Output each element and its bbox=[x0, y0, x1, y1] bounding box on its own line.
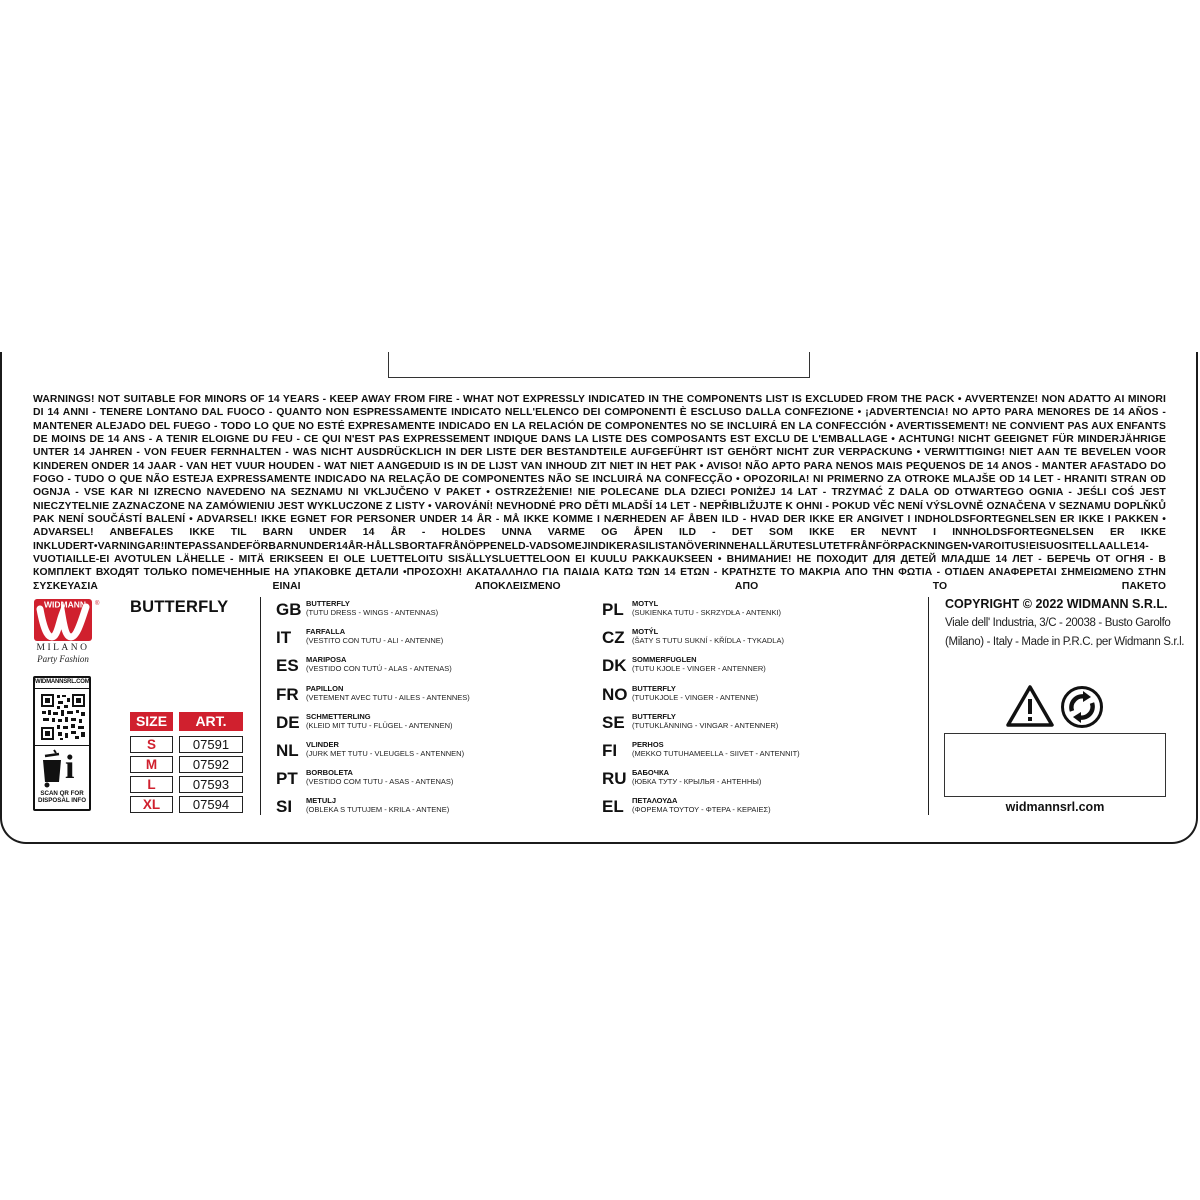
art-cell: 07592 bbox=[179, 756, 243, 773]
language-code: IT bbox=[276, 628, 292, 647]
product-desc-translated: (VETEMENT AVEC TUTU - AILES - ANTENNES) bbox=[306, 693, 470, 702]
product-desc-translated: (TUTU KJOLE - VINGER - ANTENNER) bbox=[632, 664, 766, 673]
brand-city: MILANO bbox=[36, 643, 90, 653]
size-header: SIZE bbox=[130, 712, 173, 731]
product-name-translated: BUTTERFLY bbox=[632, 712, 676, 721]
language-code: PT bbox=[276, 769, 298, 788]
art-cell: 07591 bbox=[179, 736, 243, 753]
product-name-translated: FARFALLA bbox=[306, 627, 346, 636]
product-name-translated: MOTÝL bbox=[632, 627, 659, 636]
warning-triangle-icon bbox=[1005, 684, 1055, 728]
language-code: NL bbox=[276, 741, 299, 760]
language-code: PL bbox=[602, 600, 624, 619]
info-icon: i bbox=[65, 749, 75, 786]
divider bbox=[260, 597, 261, 815]
language-code: DE bbox=[276, 713, 300, 732]
recycle-icon bbox=[1060, 685, 1104, 729]
product-name-translated: SCHMETTERLING bbox=[306, 712, 371, 721]
product-desc-translated: (KLEID MIT TUTU - FLÜGEL - ANTENNEN) bbox=[306, 721, 453, 730]
qr-caption bbox=[35, 790, 89, 804]
product-name: BUTTERFLY bbox=[130, 598, 229, 616]
qr-url: WIDMANNSRL.COM bbox=[35, 679, 90, 685]
art-cell: 07593 bbox=[179, 776, 243, 793]
website-link[interactable]: widmannsrl.com bbox=[1005, 800, 1105, 814]
language-code: SI bbox=[276, 797, 293, 816]
product-name-translated: VLINDER bbox=[306, 740, 339, 749]
language-code: FI bbox=[602, 741, 618, 760]
copyright-text: COPYRIGHT © 2022 WIDMANN S.R.L. bbox=[945, 597, 1168, 611]
product-desc-translated: (VESTITO CON TUTU - ALI - ANTENNE) bbox=[306, 636, 444, 645]
product-name-translated: BUTTERFLY bbox=[632, 684, 676, 693]
product-desc-translated: (TUTUKLÄNNING - VINGAR - ANTENNER) bbox=[632, 721, 779, 730]
size-cell: XL bbox=[130, 796, 173, 813]
size-cell: M bbox=[130, 756, 173, 773]
art-cell: 07594 bbox=[179, 796, 243, 813]
product-name-translated: MOTYL bbox=[632, 599, 659, 608]
brand-name: WIDMANN bbox=[43, 599, 87, 610]
language-code: DK bbox=[602, 656, 627, 675]
qr-caption-line: DISPOSAL INFO bbox=[37, 797, 87, 804]
product-name-translated: MARIPOSA bbox=[306, 655, 347, 664]
product-desc-translated: (VESTIDO CON TUTÚ - ALAS - ANTENAS) bbox=[306, 664, 452, 673]
product-desc-translated: (JURK MET TUTU - VLEUGELS - ANTENNEN) bbox=[306, 749, 465, 758]
product-name-translated: METULJ bbox=[306, 796, 336, 805]
language-code: SE bbox=[602, 713, 625, 732]
divider bbox=[928, 597, 929, 815]
product-desc-translated: (MEKKO TUTUHAMEELLA - SIIVET - ANTENNIT) bbox=[632, 749, 800, 758]
top-slot-box bbox=[388, 352, 810, 378]
product-desc-translated: (ЮБКА ТУТУ - КРЫЛЬЯ - АНТЕННЫ) bbox=[632, 777, 762, 786]
product-name-translated: SOMMERFUGLEN bbox=[632, 655, 697, 664]
language-code: GB bbox=[276, 600, 302, 619]
language-code: NO bbox=[602, 685, 628, 704]
product-name-translated: BUTTERFLY bbox=[306, 599, 350, 608]
address-line: Viale dell' Industria, 3/C - 20038 - Busto Garolfo bbox=[945, 617, 1171, 629]
size-cell: S bbox=[130, 736, 173, 753]
product-name-translated: PERHOS bbox=[632, 740, 664, 749]
product-desc-translated: (OBLEKA S TUTUJEM - KRILA - ANTENE) bbox=[306, 805, 450, 814]
product-desc-translated: (SUKIENKA TUTU - SKRZYDŁA - ANTENKI) bbox=[632, 608, 782, 617]
qr-code-icon[interactable] bbox=[40, 693, 86, 741]
language-code: EL bbox=[602, 797, 624, 816]
language-code: FR bbox=[276, 685, 299, 704]
qr-disposal-box bbox=[33, 676, 91, 811]
product-name-translated: BORBOLETA bbox=[306, 768, 353, 777]
language-code: CZ bbox=[602, 628, 625, 647]
bin-icon bbox=[40, 750, 64, 788]
product-desc-translated: (VESTIDO COM TUTU - ASAS - ANTENAS) bbox=[306, 777, 454, 786]
product-name-translated: БАБОЧКА bbox=[632, 768, 670, 777]
warnings-text: WARNINGS! NOT SUITABLE FOR MINORS OF 14 YEARS - KEEP AWAY FROM FIRE - WHAT NOT EXPRESSLY INDICATED IN THE COMPONENTS LIST IS EXCLUDED FROM THE PACK • AVVERTENZE! NON ADATTO AI MINORI DI 14 ANNI - TENERE LONTANO DAL FUOCO - QUANTO NON ESPRESSAMENTE INDICATO NELL'ELENCO DEI COMPONENTI È ESCLUSO DALLA CONFEZIONE • ¡ADVERTENCIA! NO APTO PARA MENORES DE 14 AÑOS - MANTENER ALEJADO DEL FUEGO - TODO LO QUE NO ESTÉ EXPRESAMENTE INDICADO EN LA RELACIÓN DE COMPONENTES NO SE INCLUIRÁ EN LA CONFECCIÓN • AVERTISSEMENT! NE CONVIENT PAS AUX ENFANTS DE MOINS DE 14 ANS - A TENIR ELOIGNE DU FEU - CE QUI N'EST PAS EXPRESSEMENT INDIQUE DANS LA LISTE DES COMPOSANTS EST EXCLU DE L'EMBALLAGE • ACHTUNG! NICHT GEEIGNET FÜR MINDERJÄHRIGE UNTER 14 JAHREN - VON FEUER FERNHALTEN - WAS NICHT AUSDRÜCKLICH IN DER LISTE DER BESTANDTEILE AUFGEFÜHRT IST GEHÖRT NICHT ZUR VERPACKUNG • VERWITTIGING! NIET AAN TE BEVELEN VOOR KINDEREN ONDER 14 JAAR - VAN HET VUUR HOUDEN - WAT NIET AANGEDUID IS IN DE LIJST VAN INHOUD ZIT NIET IN HET PAK • AVISO! NÃO APTO PARA NENOS MAIS PEQUENOS DE 14 ANOS - MANTER AFASTADO DO FOGO - TUDO O QUE NÃO ESTEJA EXPRESSAMENTE INDICADO NA RELAÇÃO DE COMPONENTES NÃO SE INCLUIRÁ NA CONFECÇÃO • OPOZORILA! NI PRIMERNO ZA OTROKE MLAJŠE OD 14 LET - HRANITI STRAN OD OGNJA - VSE KAR NI IZRECNO NAVEDENO NA SEZNAMU NI VKLJUČENO V PAKET • OSTRZEŻENIE! NIE POLECANE DLA DZIECI PONIŻEJ 14 LAT - TRZYMAĆ Z DALA OD OTWARTEGO OGNIA - JEŚLI COŚ JEST NIECZYTELNIE ZAZNACZONE NA ZAMÓWIENIU JEST WYKLUCZONE Z LISTY • VAROVÁNÍ! NEVHODNÉ PRO DĚTI MLADŠÍ 14 LET - NEPŘIBLIŽUJTE K OHNI - POKUD VĚC NENÍ VÝSLOVNĚ OZNAČENA V SEZNAMU DOPLŇKŮ PAK NENÍ SOUČÁSTÍ BALENÍ • ADVARSEL! IKKE EGNET FOR PERSONER UNDER 14 ÅR - MÅ IKKE KOMME I NÆRHEDEN AF ÅBEN ILD - HVAD DER IKKE ER ANGIVET I INDHOLDSFORTEGNELSEN ER IKKE I PAKKEN • ADVARSEL! ANBEFALES IKKE TIL BARN UNDER 14 ÅR - HOLDES UNNA VARME OG ÅPEN ILD - DET SOM IKKE ER NEVNT I INNHOLDSFORTEGNELSEN ER IKKE INKLUDERT•VARNINGAR!INTEPASSANDEFÖRBARNUNDER14ÅR-HÅLLSBORTAFRÅNÖPPENELD-VADSOMEJINDIKERASILISTANÖVERINNEHALLÄRUTESLUTETFRÅNFÖRPACKNINGEN•VAROITUS!EISUOSITELLAALLE14-VUOTIAILLE-EI AVOTULEN LÄHELLE - MITÄ ERIKSEEN EI OLE LUETTELOITU SISÄLLYSLUETTELOON EI KUULU PAKKAUKSEEN • ВНИМАНИЕ! НЕ ПОХОДИТ ДЛЯ ДЕТЕЙ МЛАДШЕ 14 ЛЕТ - БЕРЕЧЬ ОТ ОГНЯ - В КОМПЛЕКТ ВХОДЯТ ТОЛЬКО ПОМЕЧЕННЫЕ НА УПАКОВКЕ ДЕТАЛИ •ΠΡΟΣΟΧΗ! ΑΚΑΤΑΛΛΗΛΟ ΓΙΑ ΠΑΙΔΙΑ ΚΑΤΩ ΤΩΝ 14 ΕΤΩΝ - ΚΡΑΤΗΣΤΕ ΤΟ ΜΑΚΡΙΑ ΑΠΟ ΤΗΝ ΦΩΤΙΑ - ΟΤΙΔΕΝ ΑΝΑΦΕΡΕΤΑΙ ΣΗΜΕΙΩΜΕΝΟ ΣΤΗΝ ΣΥΣΚΕΥΑΣΙΑ ΕΙΝΑΙ ΑΠΟΚΛΕΙΣΜΕΝΟ ΑΠΟ ΤΟ ΠΑΚΕΤΟ bbox=[33, 394, 1166, 592]
product-desc-translated: (ΦΟΡΕΜΑ ΤΟΥΤΟΥ - ΦΤΕΡΑ - ΚΕΡΑΙΕΣ) bbox=[632, 805, 771, 814]
product-name-translated: ΠΕΤΑΛΟΥΔΑ bbox=[632, 796, 678, 805]
divider bbox=[35, 745, 89, 746]
art-header: ART. bbox=[179, 712, 243, 731]
qr-caption-line: SCAN QR FOR bbox=[40, 790, 84, 797]
language-code: ES bbox=[276, 656, 299, 675]
divider bbox=[35, 688, 89, 689]
product-desc-translated: (ŠATY S TUTU SUKNÍ - KŘÍDLA - TYKADLA) bbox=[632, 636, 784, 645]
size-cell: L bbox=[130, 776, 173, 793]
product-name-translated: PAPILLON bbox=[306, 684, 344, 693]
brand-registered: ® bbox=[95, 601, 100, 607]
product-desc-translated: (TUTUKJOLE - VINGER - ANTENNE) bbox=[632, 693, 759, 702]
language-code: RU bbox=[602, 769, 627, 788]
address-line: (Milano) - Italy - Made in P.R.C. per Widmann S.r.l. bbox=[945, 636, 1185, 648]
product-desc-translated: (TUTU DRESS - WINGS - ANTENNAS) bbox=[306, 608, 439, 617]
brand-tagline: Party Fashion bbox=[37, 654, 89, 664]
blank-box bbox=[944, 733, 1166, 797]
